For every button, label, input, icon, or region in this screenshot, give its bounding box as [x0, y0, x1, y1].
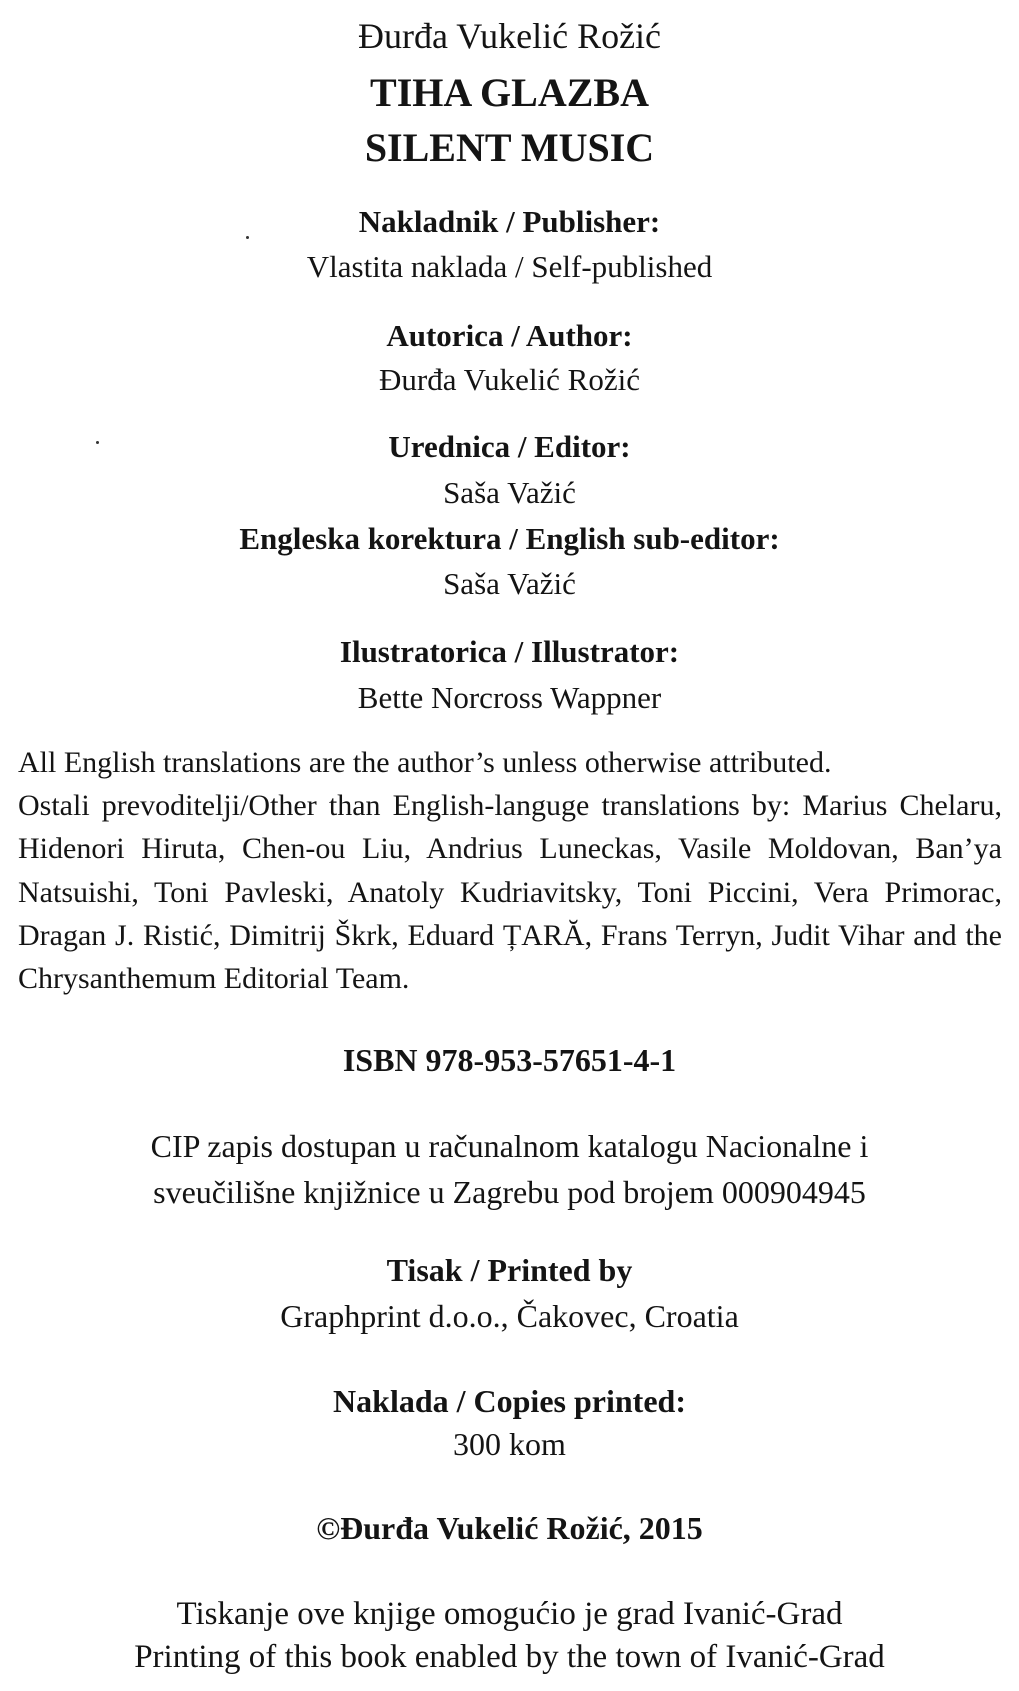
illustrator-heading: Ilustratorica / Illustrator: — [339, 634, 680, 669]
copies-heading: Naklada / Copies printed: — [333, 1383, 686, 1419]
sponsor-line-croatian: Tiskanje ove knjige omogućio je grad Ivanić-Grad — [176, 1596, 843, 1632]
printer-value: Graphprint d.o.o., Čakovec, Croatia — [280, 1298, 739, 1334]
book-title-english: SILENT MUSIC — [364, 125, 655, 170]
isbn: ISBN 978-953-57651-4-1 — [342, 1042, 677, 1078]
copyright-notice: ©Đurđa Vukelić Rožić, 2015 — [316, 1510, 703, 1546]
scan-speck — [246, 236, 249, 239]
book-author: Đurđa Vukelić Rožić — [357, 16, 662, 56]
editor-value: Saša Važić — [443, 475, 576, 510]
author-heading: Autorica / Author: — [386, 318, 633, 353]
cip-line-2: sveučilišne knjižnice u Zagrebu pod brojem 000904945 — [153, 1174, 866, 1210]
translations-paragraph — [18, 741, 1002, 1000]
book-title-croatian: TIHA GLAZBA — [370, 70, 649, 115]
translations-note: All English translations are the author’s unless otherwise attributed. — [18, 746, 832, 779]
publisher-heading: Nakladnik / Publisher: — [358, 204, 661, 239]
illustrator-value: Bette Norcross Wappner — [357, 680, 662, 715]
sub-editor-value: Saša Važić — [443, 566, 576, 601]
publisher-value: Vlastita naklada / Self-published — [306, 249, 713, 284]
copies-value: 300 kom — [453, 1426, 566, 1462]
sub-editor-heading: Engleska korektura / English sub-editor: — [239, 521, 780, 556]
author-value: Đurđa Vukelić Rožić — [379, 362, 640, 397]
printer-heading: Tisak / Printed by — [386, 1252, 633, 1288]
cip-line-1: CIP zapis dostupan u računalnom katalogu Nacionalne i — [150, 1128, 869, 1164]
translators-list: Ostali prevoditelji/Other than English-languge translations by: Marius Chelaru, Hidenori Hiruta, Chen-ou Liu, Andrius Luneckas, Vasile Moldovan, Ban’ya Natsuishi, Toni Pavleski, Anatoly Kudriavitsky, Toni Piccini, Vera Primorac, Dragan J. Ristić, Dimitrij Škrk, Eduard ȚARĂ, Frans Terryn, Judit Vihar and the Chrysanthemum Editorial Team. — [18, 789, 1002, 996]
sponsor-line-english: Printing of this book enabled by the town of Ivanić-Grad — [134, 1639, 885, 1675]
scan-speck — [96, 441, 99, 444]
editor-heading: Urednica / Editor: — [388, 429, 631, 464]
